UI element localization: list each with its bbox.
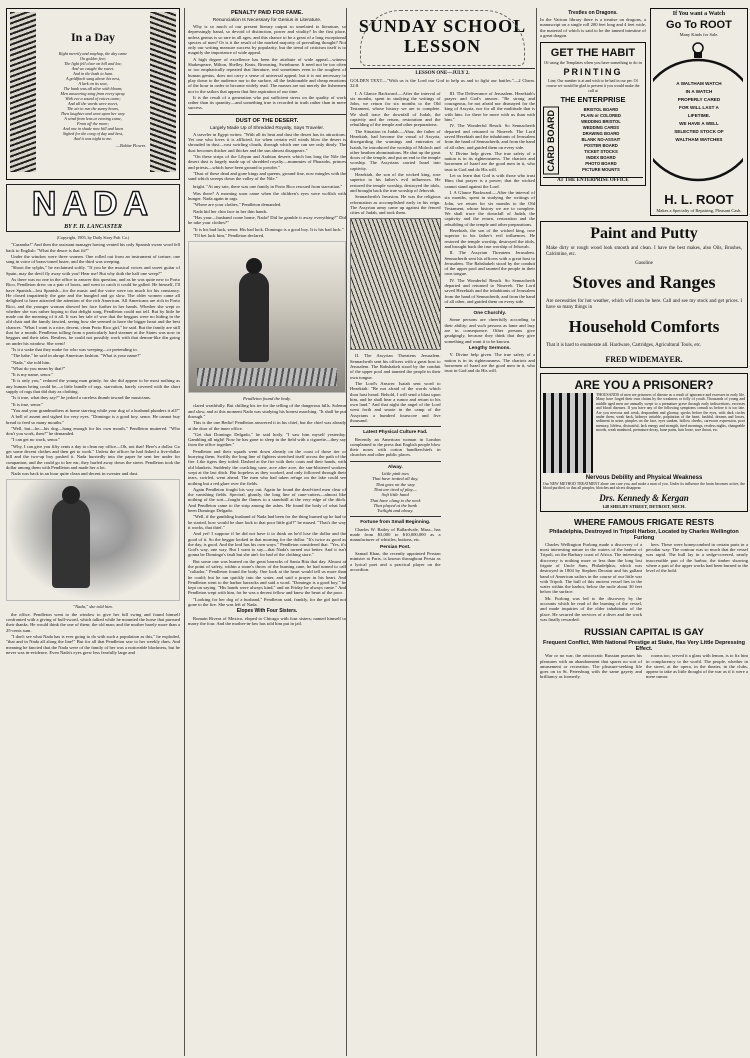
story-paragraph: "Looking for her dog of a husband," Pendleton said, frankly, for the girl had not gone to the fire. She was left of Nada. [188, 596, 346, 608]
masthead-ornament [360, 10, 525, 66]
watch-want: If You want a Watch [672, 11, 726, 17]
poem-title: In a Day [70, 30, 115, 44]
story-paragraph: But some one was burned on the great barracks of Santa Rita that day. Almost at the point of safety, within a stone's throw of the burning cane, he had turned to call "caliador," Pendleton found the body. One look at the heart would tell us more than he could; but he ran quickly into the water, and said a prayer in his heart. And Pendleton went to the harbor barracks and said a word. "Domingo is a good boy," he kept on saying. "His hands were always kind," and on Friday he always came." And Pendleton wept with him, for he was a decent fellow and knew the heart of the poor. [188, 558, 346, 596]
golden-text: GOLDEN TEXT—"With us is the Lord our God to help us and to fight our battles."—2 Chron. 32:8. [350, 78, 535, 89]
widemayer-ad [540, 221, 748, 368]
story-paragraph: Again Pendleton fought his way out. Again he found the dead-tired men clear of the vanishing fields. Spectral, ghastly, the long line of cane-cutters—almost like nothing of the sort—fought the flames to a standstill at the very edge of the ditch. And Pendleton came to the strip among the ashes. He found the body of what had been Domingo Delgado. [188, 486, 346, 514]
lesson-paragraph: I. A Glance Backward.—After the interval of six months, spent in studying the writings of John, we return for six months to the Old Testament, whose history we are to complete. We shall trace the downfall of Judah, the captivity and the return, restoration and the rebuilding of the temple and other preparations. [444, 189, 535, 227]
article-paragraph: Recently an American woman in London complained to the press that English people blow their noses with cotton handkerchiefs in churches and other public places. [350, 436, 441, 458]
poem-illustration-left [10, 12, 36, 172]
story-paragraph: "Is it a wake that they make for who was weeping—or pretending to. [11, 346, 138, 352]
card-item: PICTURE MOUNTS [582, 167, 620, 173]
dust-headline: DUST OF THE DESERT. [235, 117, 299, 124]
article-paragraph: It is the result of a generation who put sufficient stress on the quality of work rather than its quantity—and something true is recorded in truth rather than in mere success. [188, 94, 346, 111]
divider [350, 516, 441, 517]
frigate-left [540, 542, 642, 623]
divider [350, 426, 441, 427]
sunday-school-masthead [350, 8, 535, 69]
penalty-subhead: Renunciation Is Necessary for Genius in Literature. [212, 18, 322, 23]
stoves-headline: Stoves and Ranges [572, 272, 716, 292]
story-paragraph: the office. Pendleton went to the window to give her full swing and found himself confronted with a giving of bull-sword, which talked while he mounted the horse that pursued their thanks. He would think the one of them; the old man; and the mother barely more than a 25-cents sum. [6, 611, 180, 633]
watch-line: A WALTHAM WATCH [676, 81, 722, 86]
story-paragraph: And yet! I suppose if he did not have it to think on he'd lose the dollar and the good of it. So the beggar looked in that morning for the dollar. "It's twice as good as the day, is good. And the lord has his own ways." Pendleton considered that. "Yes, it's God's way, one way. But I want to say—that Nada's turned out better. And it isn't gonna be Domingo's fault but she ain't for bad of the clothing store." [188, 531, 346, 558]
lesson-paragraph: IV. The Wonderful Result. So Sennacherib departed and returned to Nineveh. The Lord saved Hezekiah and the inhabitants of Jerusalem from the hand of Sennacherib, and from the hand of all other, and guided them on every side. [444, 123, 535, 150]
habit-title: GET THE HABIT [550, 47, 636, 60]
trestles-headline: Trestles on Dragons. [568, 10, 618, 16]
card-item: BLANK NO-ASSAIT [581, 137, 621, 143]
story-paragraph: Romain Rivera of Mexico, eloped to Chicago with four sisters; named himself to marry the four. And the mother-in-law has told him put in jail. [188, 615, 346, 626]
illustration-caption: "Nada," she told him. [73, 604, 113, 610]
card-item: PLAIN or COLORED [580, 113, 621, 119]
trestles-body: In the Vatican library there is a treatise on dragons, a manuscript on a single roll 200 feet long and 4 feet wide, the material of which is said to be the tanned intestine of a great dragon. [540, 17, 646, 38]
column-2 [184, 8, 346, 1056]
story-paragraph: "It is my name, senor." [11, 372, 54, 378]
card-item: DRAWING BOARD [582, 131, 620, 137]
russian-article [540, 653, 748, 680]
lesson-columns [350, 91, 535, 574]
frigate-subhead: Philadelphia, Destroyed in Tripoli Harbor, Located by Charles Wellington Furlong [549, 528, 739, 541]
lesson-paragraph: IV. The Wonderful Result. So Sennacherib departed and returned to Nineveh. The Lord saved Hezekiah and the inhabitants of Jerusalem from the hand of Sennacherib, and from the hand of all other, and guided them on every side. [444, 277, 535, 304]
watch-goto: Go To ROOT [666, 19, 732, 31]
story-paragraph: "It is true, senor." [11, 401, 44, 407]
lesson-paragraph: Hezekiah, the son of the wicked king, rose superior to his father's evil influences. He restored the temple worship, destroyed the idols, and brought back the true worship of Jehovah. [350, 172, 441, 193]
column-3 [346, 8, 535, 1056]
column-4 [536, 8, 748, 1056]
story-paragraph: A bell of assent and sighed for very eyes. "Domingo is a good boy, senor. He cannot buy bread to feed so many mouths." [6, 414, 180, 425]
article-paragraph: "Dust of these dead and gone kings and queens, ground fine, now mingles with the sand which sweeps down the valley of the Nile." [188, 170, 346, 182]
article-paragraph: A high degree of excellence has been the attribute of wide appeal—witness Shakespeare, Milton, Shelley, Keats, Browning, Swinburne. It need not be too often or too emphatically repeated that literature, real sometimes even to the roughest of human genius, does not carry a sense of universal appeal; but it is not necessary to play down to the audience nor to the surface, all the fashionable and cheap emotions of the hour in order to become widely read. The masses are not merely the fishermen nor to the sailors that appear that fine aspiration of our time. [188, 56, 346, 94]
copyright: (Copyright, 1905, by Daily Story Pub. Co.) [56, 235, 130, 240]
story-paragraph: "Has your—husband come home, Nada? Did he gamble it away everything?" Did he take your clothes?" [188, 214, 346, 226]
card-item: TICKET STOCKS [584, 149, 618, 155]
divider [188, 114, 346, 115]
story-paragraph: "Caramba!" And then the assistant manager having vented his only Spanish swear word fell back to English: "What the deuce is that fit?" [6, 242, 180, 253]
article-paragraph: Some persons are cheerfully according to their ability; and such persons as lame and lazy are in consequence. Other persons give grudgingly, because they think that they give something and want it to be known. [444, 317, 535, 344]
nada-story [6, 235, 180, 655]
article-paragraph: bers. These were honeycombed in certain parts in a peculiar way. The contour was so much that the vessel was rapid. The hull lay in a sedge-covered, nearly inaccessible part of the harbor, the timber showing where a part of the upper works had been burned to the level of the hold. [646, 541, 748, 574]
card-board-vertical: CARD BOARD [543, 107, 559, 175]
poem-headline: Alway. [387, 464, 403, 470]
card-board-ad [543, 107, 643, 175]
card-item: PHOTO BOARD [585, 161, 617, 167]
story-paragraph: "I don't see what Nada has is ever going to do with such a population as this," he exploded, "that and in Nada all along the line!" But for all that Pendleton saw to her weekly dues. And meaning he fancied that the Nada were of the family of her was a noticeable blackness, but he never was in-evidence. Even Nada's eyes grew less fearfully large and [6, 633, 180, 655]
paint-body: Make dirty or rough wood look smooth and clean. I have the best makes, also Oils, Brushes, Calcimine, etc. [546, 246, 742, 257]
lesson-paragraph: The Lord's Answer. Isaiah sent word to Hezekiah: "Be not afraid of the words which thou hast heard. Behold, I will send a blast upon him, and he shall hear a rumor and return to his own land." And that night the angel of the Lord went forth and smote in the camp of the Assyrians a hundred fourscore and five thousand. [350, 380, 441, 423]
prisoner-illustration [543, 393, 593, 473]
poem-text: Little pink toes That have trotted all day, That goes on the way That are tired of play— Soft little hand That have clung to the neck That played at the bank Twilight and alway. [369, 471, 421, 514]
nervous-body: Our NEW METHOD TREATMENT alone can cure you, and make a man of you. Under its influence the brain becomes active, the blood purified, so that all pimples, blotches and ulcers disappear. [543, 482, 745, 491]
elopes-headline: Elopes With Four Sisters. [236, 608, 298, 615]
ad-left-stack [540, 8, 646, 216]
card-items-list [559, 107, 643, 175]
divider [350, 461, 441, 462]
watch-line: WE HAVE A WELL [679, 121, 719, 126]
card-item: WEDDING CARDS [582, 125, 620, 131]
story-paragraph: "I can get no work, senor." [11, 437, 61, 443]
story-paragraph: "It is only you," reduced the young man grimly, for she did appear to be most nothing as any human being could be—a little bundle of rags, starvation, barely covered with the short supply of rags that did duty as clothing. [6, 378, 180, 395]
story-paragraph: Under the window were three women. One rolled out from an instrument of torture, one sang in voice of brass-toned luster, and the third was weeping. [6, 253, 180, 265]
lesson-paragraph: II. The Assyrian Threatens Jerusalem. Sennacherib sent his officers with a great host to Jerusalem. The Rabshakeh stood by the conduit of the upper pool and taunted the people in their own tongue. [444, 250, 535, 277]
nervous-headline: Nervous Debility and Physical Weakness [585, 475, 703, 481]
fortune-headline: Fortune from Small Beginning. [360, 520, 431, 526]
prisoner-ad [540, 373, 748, 512]
enterprise-office: AT THE ENTERPRISE OFFICE [543, 177, 643, 183]
lesson-head: LESSON ONE—JULY 2. [415, 71, 470, 76]
dust-subhead: Largely Made Up of Shredded Royalty, Says Traveler. [209, 125, 325, 131]
lesson-paragraph: The Situation in Judah.—Ahaz, the father of Hezekiah, had become the vassal of Assyria, disregarding the warnings and entreaties of Isaiah, he introduced the worship of Moloch and other heathen abominations. He shut up the great doors of the temple, and put an end to the temple worship. The Assyrians carried Israel into captivity. [350, 128, 441, 171]
story-paragraph: "Nada," she told him. [11, 359, 51, 365]
lesson-left [350, 91, 441, 574]
story-paragraph: Was there? A morning soon came when the children's eyes were wolfish with hunger. Nada again in rags. [188, 190, 346, 202]
penalty-headline: PENALTY PAID FOR FAME. [230, 10, 304, 16]
gasoline: Gasoline [635, 261, 653, 266]
story-paragraph: bright. "At any rate, there was one family in Porto Rico rescued from starvation." [193, 184, 343, 190]
story-paragraph: "Where are your clothes," Pendleton demanded. [193, 202, 282, 208]
story-paragraph: Nada hid her chin face in her thin hands. [193, 208, 268, 214]
card-item: INDEX BOARD [586, 155, 616, 161]
prisoner-body: THOUSANDS of men are prisoners of disease as a result of ignorance and excesses in early life. Many have forged their own chains by the weakness or folly of youth. Thousands of young and middle aged men are annually swept to a premature grave through early indiscretions, excesses and blood diseases. If you have any of the following symptoms consult us before it is too late. Are you nervous and weak, despondent and gloomy, specks before the eyes, with dark circles under them, weak back, kidneys irritable, palpitation of the heart, bashful, dreams and losses, sediment in urine, pimples on the face, eyes sunken, hollow cheeks, careworn expression, poor memory, lifeless, distrustful, lack energy and strength, tired mornings, restless nights, changeable moods, weak manhood, premature decay, bone pains, hair loose, sore throat, etc. [596, 393, 745, 433]
story-paragraph: "Is it true, what they say?" he jerked a careless thumb toward the musicians. [11, 395, 151, 401]
dust-article [188, 132, 346, 182]
story-paragraph: "Why, I can give you fifty cents a day to clean my office—Oh, not that! Here's a dollar. Go get some decent clothes and then get to work." Unless the officer he had fished a five-dollar bill and the two-up boy pushed it. Nada hurriedly into the paper he sent her under for companion, and the could go to her ear, they hurled away down the street. Pendleton took the dollar among them with Pendleton and made her a lot. [6, 443, 180, 470]
lesson-right [445, 91, 536, 574]
article-paragraph: Charles W. Bailey of Ballardvale, Mass., has made from $3,000 to $10,000,000 as a manufacturer of whistles, buttons, etc. [350, 526, 441, 543]
lesson-paragraph: Sennacherib's Invasion. He was the religious reformation as accomplished early in his reign. The Assyrian army came up against the fenced cities of Judah, and took them. [350, 194, 441, 216]
ad-row-top [540, 8, 748, 216]
article-paragraph: "On these strips of the Libyan and Arabian deserts which has long the Nile the desert dust is largely made up of shredded royalty—mummies of Pharaohs, princes and priests—which have been ground to powder." [188, 153, 346, 170]
nada-title: NADA [31, 185, 155, 223]
kennedy-address: 148 SHELBY STREET, DETROIT, MICH. [602, 503, 686, 509]
stoves-body: Are necessities for hot weather, which will soon be here. Call and see my stock and get prices. I have so many things in [546, 299, 742, 310]
divider [445, 307, 536, 308]
prisoner-content [543, 393, 745, 473]
lesson-illustration [350, 218, 441, 350]
poem-illustration-right [150, 12, 176, 172]
story-paragraph: "Get that Domingo Delgado," he said hotly. "I saw him myself yesterday. Gambling all night! Now he has gone to sleep in the field with a cigarette—they say from the office together." [188, 431, 346, 448]
nada-title-block [6, 184, 180, 232]
lesson-paragraph: I. A Glance Backward.—After the interval of six months, spent in studying the writings of John, we return for six months to the Old Testament, whose history we are to complete. We shall trace the downfall of Judah, the captivity and the return, restoration and the rebuilding of the temple and other preparations. [350, 90, 441, 128]
prisoner-headline: ARE YOU A PRISONER? [574, 378, 714, 392]
enterprise-label: THE ENTERPRISE [560, 95, 626, 105]
story-paragraph: clared wrathfully. But chilling his ire for the telling of the dangerous hills. Solemn and slow, and at this moment Nada was studying his honest marching. "It shall be put through." [188, 403, 346, 419]
watch-many: Many Kinds for Sale. [679, 32, 719, 37]
kennedy-name: Drs. Kennedy & Kergan [599, 492, 689, 503]
printing-body: Line, Our number is at and wish to be had in our per. Of course we would be glad to present it you would make the call at [546, 78, 640, 94]
frigate-article [540, 542, 748, 623]
article-paragraph: Why is so much of our present literary output so unrelated to literature, so depressingly banal, so devoid of distinction, power and vitality? In the first place, unless genius is so rare in all ages, and this chance to be a great of a long exceptional species of men? Or is it the result of the marked majority of prevailing thought? Not only our writing measure success by popularity, but the trend of criticism itself is to magnify the importance of wide appeal. [188, 24, 346, 56]
household-headline: Household Comforts [568, 317, 720, 336]
lesson-paragraph: Hezekiah, the son of the wicked king, rose superior to his father's evil influences. He restored the temple worship, destroyed the idols, and brought back the true worship of Jehovah. [444, 228, 535, 249]
article-paragraph: War or no war, the aristocratic Russian pursues his pleasures with an abandonment that spares no sort of amusement or recreation. The pleasure-seeking life goes on in St. Petersburg with the same gayety and brilliancy as formerly. [540, 653, 642, 680]
article-paragraph: Samad Khan, the recently appointed Persian minister at Paris, is known throughout Persia as a lyrical poet and a practical player on the accordion. [350, 550, 441, 572]
in-a-day-poem-box [6, 8, 180, 180]
persian-headline: Persian Post. [380, 544, 411, 550]
lesson-paragraph: Let us learn that God is with those who trust Him; that prayer is a power; that the wicked cannot stand against the Lord. [444, 173, 535, 189]
russian-headline: RUSSIAN CAPITAL IS GAY [584, 627, 704, 639]
story-paragraph: "Well, if the gambling husband of Nada had been for the thing burned up he had to be started, how would he dare look to that poor little girl?" he mused. "That's the way it works, that thief." [188, 514, 346, 530]
frigate-headline: WHERE FAMOUS FRIGATE RESTS [573, 516, 715, 527]
card-item: BRISTOL BOARD [583, 107, 619, 113]
story-paragraph: "Shoot the sylphs," he exclaimed softly. "If you be the musical voices and sweet guitar of Spain, may the devil fly away with you! Hear me! But why doth the half one weep?" [6, 265, 180, 276]
watch-lines [661, 80, 737, 144]
habit-ad [540, 42, 646, 186]
watch-name: H. L. ROOT [664, 192, 734, 207]
nada-continued [188, 184, 346, 626]
story-paragraph: "What do you mean by that?" [11, 365, 66, 371]
watch-line: PROPERLY CARED [677, 97, 721, 102]
story-paragraph: "Well, but—he—his dog—hang enough for his own mouth," Pendleton muttered. "Who don't you work, then?" he demanded. [6, 425, 180, 437]
paint-headline: Paint and Putty [590, 225, 698, 242]
article-paragraph: V. Divine help given. The true safety of a nation is in its righteousness. The chariots and horsemen of Israel are the good men in it, who trust in God and do His will. [444, 352, 535, 374]
story-paragraph: Nada was back in an hour quite clean and decent in sweater and dust. [11, 471, 139, 477]
story-paragraph: This is the one Bedio! Pendleton answered it in his chief, but the chief was already at the door of the inner office. [188, 420, 346, 431]
watch-line: IN A WATCH [685, 89, 713, 94]
nada-illustration [6, 479, 180, 601]
illustration-caption: Pendleton found the body. [243, 396, 291, 402]
printing-label: PRINTING [563, 67, 623, 78]
article-paragraph: A traveler in Egypt writes: "With all its heat and dust the desert has its attractions. Yet one who loves it is afflicted, for when certain evil winds blow the desert is shrouded in dust—vast swirling clouds, through which one can see only dimly. The dust becomes thicker and thicker and the sun almost disappears." [188, 131, 346, 153]
watch-line: WALTHAM WATCHES [675, 137, 723, 142]
frigate-right [646, 542, 748, 623]
widemayer-name: FRED WIDEMAYER. [605, 355, 683, 364]
article-paragraph: Mr. Furlong was led to the discovery by the accounts which he read of the burning of the vessel, and made inquiries of the older inhabitants of the place. He secured the services of a diver and the work was finally rewarded. [540, 595, 642, 622]
pendleton-illustration [188, 241, 346, 393]
watch-icon [653, 40, 745, 190]
lesson-paragraph: V. Divine help given. The true safety of a nation is in its righteousness. The chariots and horsemen of Israel are the good men in it, who trust in God and do His will. [444, 150, 535, 172]
masthead-title: SUNDAY SCHOOL LESSON [358, 16, 527, 56]
article-paragraph: rooms too, served it a glass with lemon, is to fix him in complacency to the world. The people, whether in the street, at the opera, in the theater, in the clubs, appear to take as little thought of the war as if it were a mere rumor. [646, 653, 748, 680]
penalty-article [188, 24, 346, 111]
cotton-headline: Latest Physical Culture Fad. [363, 430, 428, 436]
russian-subhead: Frequent Conflict, With National Prestige at Stake, Has Very Little Depressing Effect. [543, 640, 745, 653]
watch-ad [650, 8, 748, 216]
russian-right [646, 653, 748, 680]
story-paragraph: "The babe," he said in abrupt American fashion. "What is your name?" [11, 353, 142, 359]
poem-byline: —Bobbe Flower. [115, 143, 146, 148]
household-body: That it is hard to enumerate all. Hardware, Cartridges, Agricultural Tools, etc. [546, 343, 702, 348]
lesson-paragraph: II. The Assyrian Threatens Jerusalem. Sennacherib sent his officers with a great host to Jerusalem. The Rabshakeh stood by the conduit of the upper pool and taunted the people in their own tongue. [350, 353, 441, 380]
onechurch-headline: One Churchly. [473, 311, 506, 317]
habit-sub: Of using the Templates when you have something to do in [544, 60, 642, 66]
watch-line: LIFETIME. [687, 113, 711, 118]
watch-line: SELECTED STOCK OF [674, 129, 724, 134]
story-paragraph: "It is his bad luck, senor. His bad luck. Domingo is a good boy. It is his bad luck." [193, 226, 344, 232]
card-item: POSTER BOARD [584, 143, 618, 149]
story-paragraph: Pendleton and their squads went down already on the coast of those tier or hurrying them. Swiftly the long line of fighters stretched itself across the path of the fire. Like tigers they toiled. Dashed at the fire with their coats and their hands, with old blankets. Suddenly the crackling cane, acre after acre, the sun-blistered workers wept at the last ditch. But hopeless as they worked, and only followed through their tears, swirled, went ahead. The men who had taken refuge on the lake could see nothing but a red glare over the fields. [188, 448, 346, 486]
watch-line: FOR WILL LAST A [679, 105, 719, 110]
article-paragraph: Charles Wellington Furlong made a discovery of a most interesting nature in the waters of the harbor of Tripoli, on the Barbary coast of Africa. The interesting discovery is nothing more or less than the long lost frigate of Uncle Sam, Philadelphia, which was destroyed in 1804 by Stephen Decatur and his gallant band of American sailors in the course of our little war with Tripoli. The hull of this ancient vessel lies in the water within the harbor, below the mole about 30 feet below the surface. [540, 541, 642, 595]
russian-left [540, 653, 642, 680]
lesson-paragraph: III. The Deliverance of Jerusalem. Hezekiah's prayer and God's answer. "Be strong and courageous, be not afraid nor dismayed for the king of Assyria, nor for all the multitude that is with him: for there be more with us than with him." [444, 90, 535, 123]
story-paragraph: As there was no one in the office to answer this question, and as he was quite new to Porto Rico, Pendleton drew on a pair of boots, and went to catch it could be galled. He himself, I'll have Spanish—lost Spanish—for the music and the voice were too much for his constancy. He closed impatiently the gate and the bungled and go slow. The older women came all delighted to have attracted the attention of the rich American. All Americans are rich in Porto Rico, and the younger woman showed her face further in her hands. Whether she wept or whether she was rather hoping to that delight song, Pendleton could not tell. But by little he made out the meaning of it all. It was her tale of woe that the beggars were no hiding in the old chair and the family fancied, seeing how she seemed to have the bigger heart and the best chances. "What I want is a nice, decent, clean Porto Rico girl," he said. But the family are still that for a month. Pendleton tolling from a particularly hard steamer at the States was now in beggars and their tales. Restless, he could not possibly work with that demon-like din going on under his window. She went! [6, 277, 180, 346]
poem-text: Right merrily and mayhap, the day came On golden feet; The light fell clear on hill and lea; And we caught the sweet. And in the bush to hum. A goldfinch sang above his nest, A lark on its seat, The bank was all alive with bloom; Men answering song from every spray. With eve a sound of voices came; And all the words were sweet, The air to run the sunny hours, Then laughter and went upon her way. A wind from leas at evening came, From off the moor; And one in shade now hill and lawn Sighed for the cong of day and best, And it was night to me. [58, 51, 128, 141]
story-paragraph: "I'll bet luck him," Pendleton declared. [193, 232, 265, 238]
story-paragraph: "You and your grandmothers at home starving while your dog of a husband plunders it all?" [11, 407, 180, 413]
card-item: WEDDING BRISTOL [581, 119, 621, 125]
sermons-headline: Lengthy Sermons. [468, 345, 511, 351]
column-1 [6, 8, 180, 1056]
nada-byline: BY F. H. LANCASTER [64, 224, 122, 230]
watch-spec: Makes a Specialty of Repairing, Pleasant Cash. [656, 208, 742, 213]
